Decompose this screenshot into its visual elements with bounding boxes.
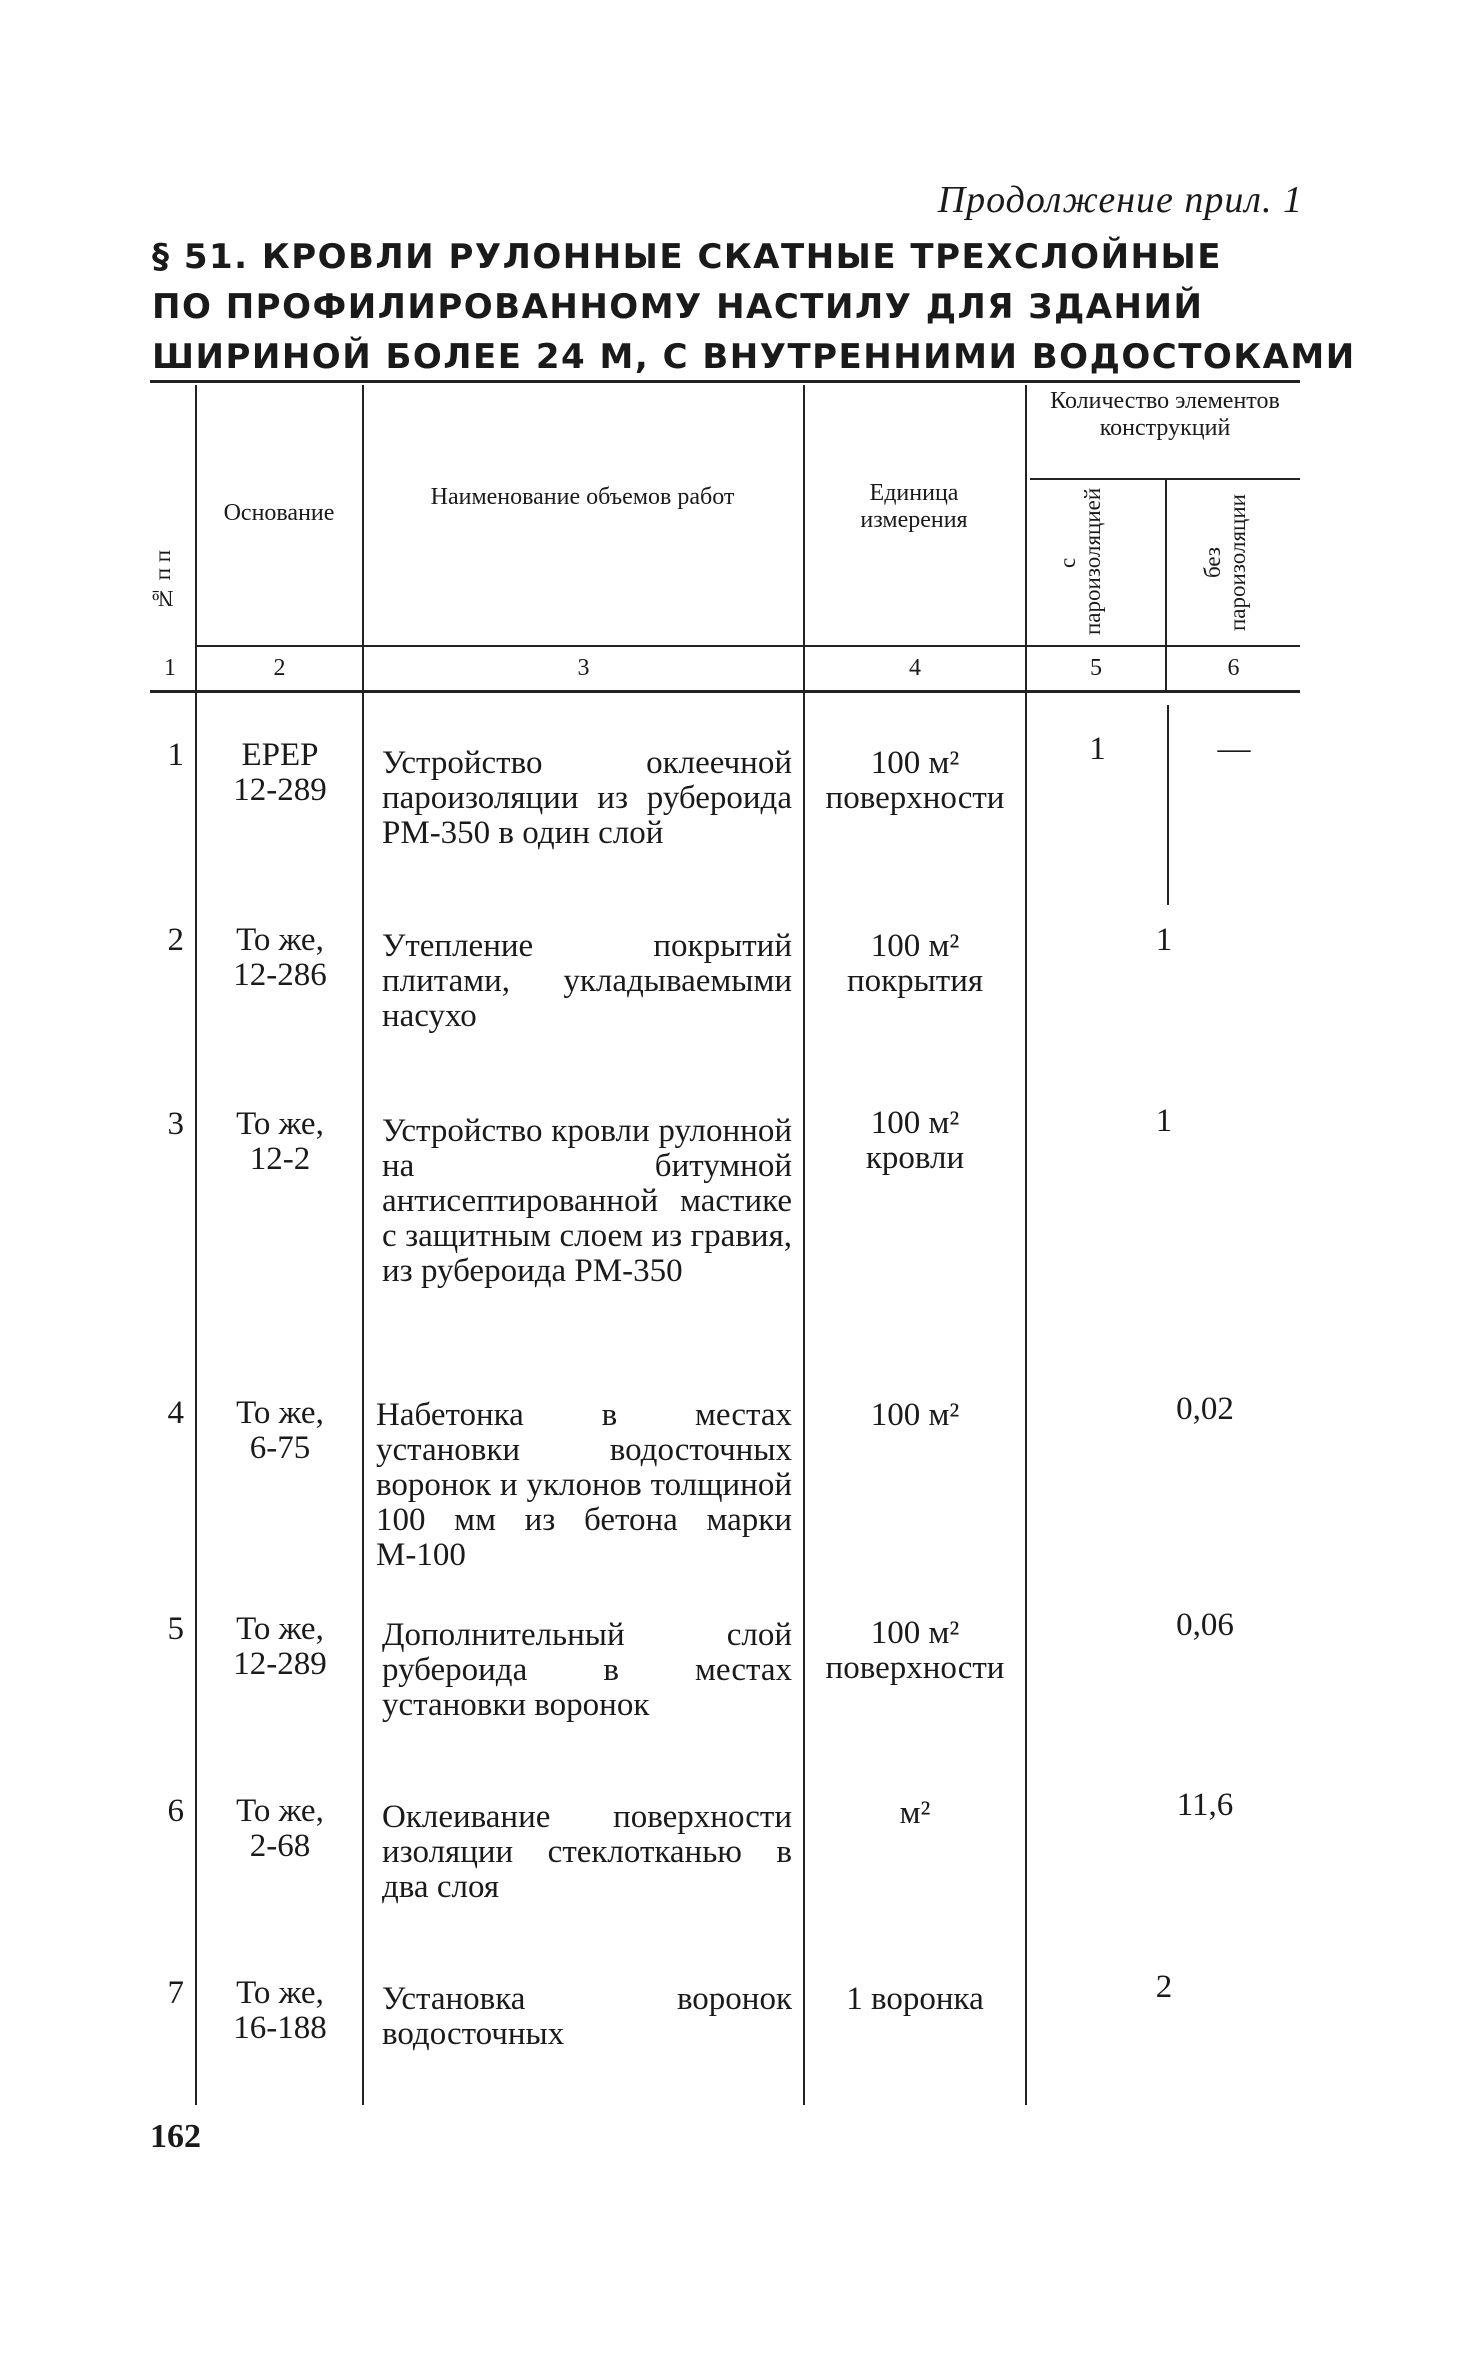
header-unit: Единица измерения — [860, 480, 968, 533]
row-number: 7 — [167, 1975, 184, 2011]
header-qty-without: без пароизоляции — [1200, 494, 1250, 631]
row-basis — [200, 738, 360, 808]
basis-line: То же, — [236, 1793, 324, 1829]
basis-line: 12-286 — [233, 957, 327, 993]
column-number: 6 — [1227, 655, 1240, 681]
header-num: № п п — [150, 549, 175, 611]
row-qty-with: 1 — [1089, 731, 1106, 767]
row-basis — [200, 1612, 360, 1682]
table-top-rule — [150, 380, 1300, 383]
row-qty: 11,6 — [1176, 1787, 1234, 1823]
row-qty: 0,06 — [1176, 1607, 1234, 1643]
row-basis — [200, 1976, 360, 2046]
row-number: 6 — [167, 1793, 184, 1829]
row-number: 5 — [167, 1611, 184, 1647]
row-number: 2 — [167, 922, 184, 958]
basis-line: То же, — [236, 1611, 324, 1647]
section-title-line: ПО ПРОФИЛИРОВАННОМУ НАСТИЛУ ДЛЯ ЗДАНИЙ — [152, 287, 1204, 327]
column-divider — [803, 385, 805, 2105]
row-work-name: Установка воронок водосточных — [382, 1981, 792, 2052]
basis-line: 2-68 — [249, 1828, 311, 1864]
column-divider — [1025, 385, 1027, 2105]
row-work-name: Устройство кровли рулонной на битумной антисептированной мастике с защитным слоем из гравия, из рубероида РМ-350 — [382, 1113, 792, 1289]
row-unit: 100 м² поверхности — [825, 745, 1005, 816]
header-qty-with: с пароизоляцией — [1055, 487, 1105, 635]
continuation-note: Продолжение прил. 1 — [937, 179, 1303, 221]
column-divider — [195, 385, 197, 2105]
basis-line: 12-2 — [249, 1141, 311, 1177]
basis-line: 12-289 — [233, 772, 327, 808]
basis-line: То же, — [236, 1395, 324, 1431]
row-basis — [200, 1107, 360, 1177]
row-qty: 0,02 — [1176, 1391, 1234, 1427]
row-unit: 1 воронка — [846, 1981, 984, 2017]
row-work-name: Утепление покрытий плитами, укладываемыми насухо — [382, 928, 792, 1034]
row-basis — [200, 923, 360, 993]
column-number: 4 — [909, 655, 921, 681]
header-basis: Основание — [223, 500, 335, 526]
row-qty: 1 — [1155, 922, 1173, 958]
column-number: 3 — [577, 655, 590, 681]
row-unit: м² — [899, 1795, 931, 1831]
row-number: 3 — [167, 1106, 184, 1142]
basis-line: 6-75 — [249, 1430, 311, 1466]
basis-line: 12-289 — [233, 1646, 327, 1682]
row-number: 1 — [167, 737, 184, 773]
row-work-name: Оклеивание поверхности изоляции стеклотканью в два слоя — [382, 1799, 792, 1905]
row-qty: 1 — [1155, 1103, 1173, 1139]
row1-qty-divider — [1167, 705, 1169, 905]
basis-line: То же, — [236, 922, 324, 958]
section-title-line: § 51. КРОВЛИ РУЛОННЫЕ СКАТНЫЕ ТРЕХСЛОЙНЫЕ — [152, 237, 1222, 277]
row-unit: 100 м² покрытия — [846, 928, 984, 999]
row-unit: 100 м² кровли — [865, 1105, 965, 1176]
basis-line: То же, — [236, 1975, 324, 2011]
header-name: Наименование объемов работ — [430, 484, 735, 510]
row-number: 4 — [167, 1395, 184, 1431]
header-qty-group: Количество элементов конструкций — [1050, 388, 1280, 441]
section-title — [152, 232, 1356, 382]
basis-line: 16-188 — [233, 2010, 327, 2046]
row-basis — [200, 1794, 360, 1864]
row-qty-without: — — [1217, 731, 1251, 767]
section-title-line: ШИРИНОЙ БОЛЕЕ 24 М, С ВНУТРЕННИМИ ВОДОСТОКАМИ — [152, 337, 1356, 377]
header-bottom-rule — [195, 645, 1300, 647]
row-basis — [200, 1396, 360, 1466]
column-number: 5 — [1090, 655, 1102, 681]
row-unit: 100 м² — [870, 1397, 960, 1433]
column-divider — [362, 385, 364, 2105]
row-qty: 2 — [1155, 1969, 1173, 2005]
basis-line: ЕРЕР — [241, 737, 319, 773]
basis-line: То же, — [236, 1106, 324, 1142]
page-number: 162 — [150, 2118, 201, 2155]
row-work-name: Устройство оклеечной пароизоляции из рубероида РМ-350 в один слой — [382, 745, 792, 851]
column-number: 2 — [273, 655, 286, 681]
row-unit: 100 м² поверхности — [825, 1615, 1005, 1686]
row-work-name: Набетонка в местах установки водосточных воронок и уклонов толщиной 100 мм из бетона марки М-100 — [376, 1397, 792, 1573]
row-work-name: Дополнительный слой рубероида в местах установки воронок — [382, 1617, 792, 1723]
column-number: 1 — [164, 655, 176, 681]
column-numbers-rule — [150, 690, 1300, 693]
